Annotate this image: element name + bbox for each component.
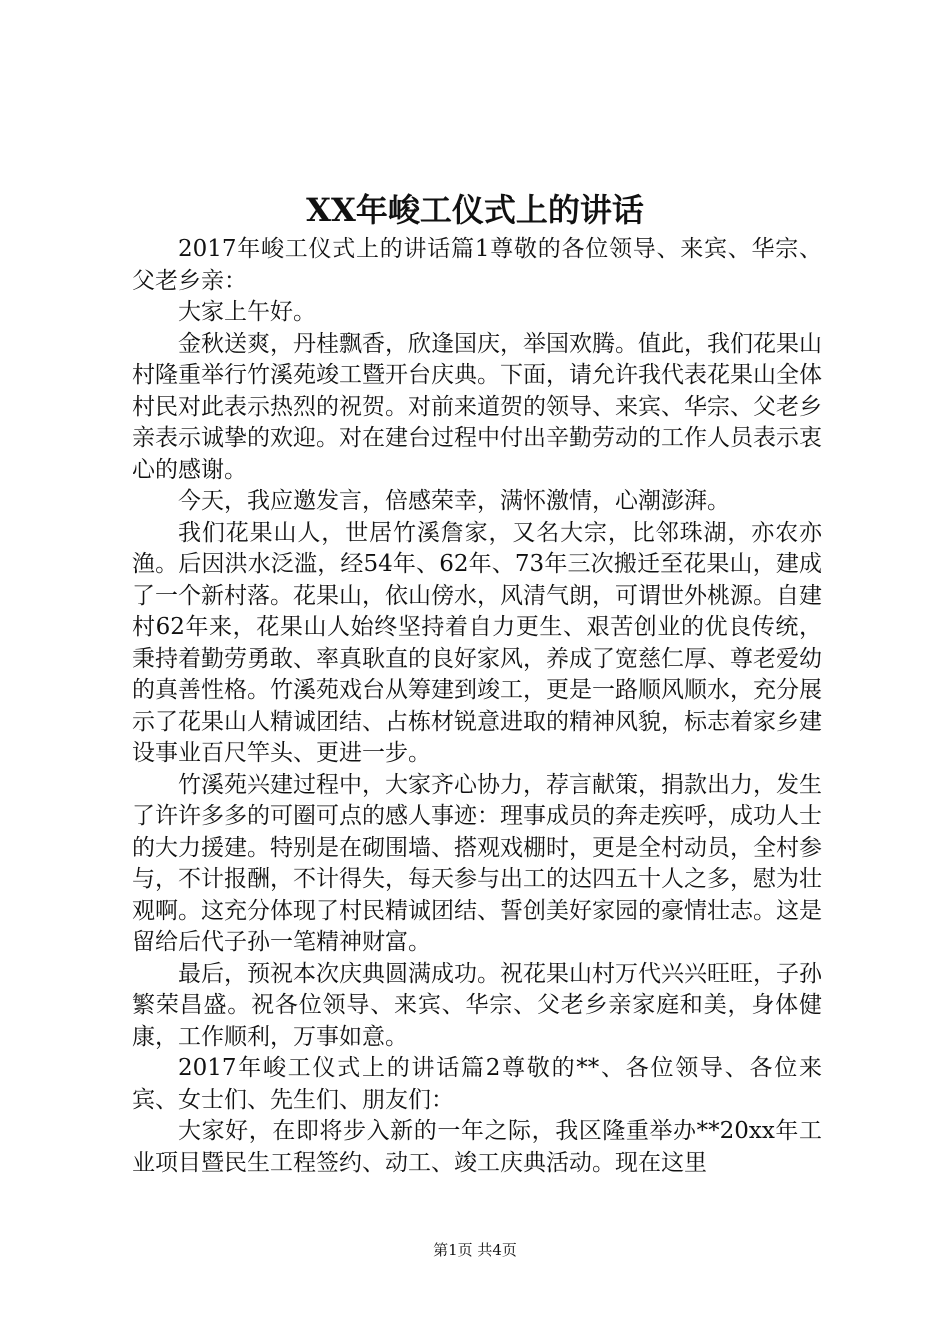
paragraph: 竹溪苑兴建过程中，大家齐心协力，荐言献策，捐款出力，发生了许许多多的可圈可点的感人事迹：理事成员的奔走疾呼，成功人士的大力援建。特别是在砌围墙、搭观戏棚时，更是全村动员，全村参与，不计报酬，不计得失，每天参与出工的达四五十人之多，慰为壮观啊。这充分体现了村民精诚团结、誓创美好家园的豪情壮志。这是留给后代子孙一笔精神财富。: [132, 771, 822, 955]
paragraph: 2017年峻工仪式上的讲话篇2尊敬的**、各位领导、各位来宾、女士们、先生们、朋友们：: [132, 1055, 822, 1113]
paragraph: 大家上午好。: [178, 299, 316, 325]
paragraph: 大家好，在即将步入新的一年之际，我区隆重举办**20xx年工业项目暨民生工程签约、动工、竣工庆典活动。现在这里: [132, 1118, 822, 1176]
paragraph: 今天，我应邀发言，倍感荣幸，满怀激情，心潮澎湃。: [178, 488, 730, 514]
page-number-footer: 第1页 共4页: [433, 1241, 517, 1259]
document-body: [132, 234, 822, 1179]
paragraph: 2017年峻工仪式上的讲话篇1尊敬的各位领导、来宾、华宗、父老乡亲：: [132, 236, 822, 294]
paragraph: 金秋送爽，丹桂飘香，欣逢国庆，举国欢腾。值此，我们花果山村隆重举行竹溪苑竣工暨开台庆典。下面，请允许我代表花果山全体村民对此表示热烈的祝贺。对前来道贺的领导、来宾、华宗、父老乡亲表示诚挚的欢迎。对在建台过程中付出辛勤劳动的工作人员表示衷心的感谢。: [132, 330, 822, 483]
paragraph: 最后，预祝本次庆典圆满成功。祝花果山村万代兴兴旺旺，子孙繁荣昌盛。祝各位领导、来宾、华宗、父老乡亲家庭和美，身体健康，工作顺利，万事如意。: [132, 960, 822, 1050]
document-title: XX年峻工仪式上的讲话: [306, 191, 644, 229]
paragraph: 我们花果山人，世居竹溪詹家，又名大宗，比邻珠湖，亦农亦渔。后因洪水泛滥，经54年、62年、73年三次搬迁至花果山，建成了一个新村落。花果山，依山傍水，风清气朗，可谓世外桃源。自建村62年来，花果山人始终坚持着自力更生、艰苦创业的优良传统，秉持着勤劳勇敢、率真耿直的良好家风，养成了宽慈仁厚、尊老爱幼的真善性格。竹溪苑戏台从筹建到竣工，更是一路顺风顺水，充分展示了花果山人精诚团结、占栋材锐意进取的精神风貌，标志着家乡建设事业百尺竿头、更进一步。: [132, 519, 822, 766]
